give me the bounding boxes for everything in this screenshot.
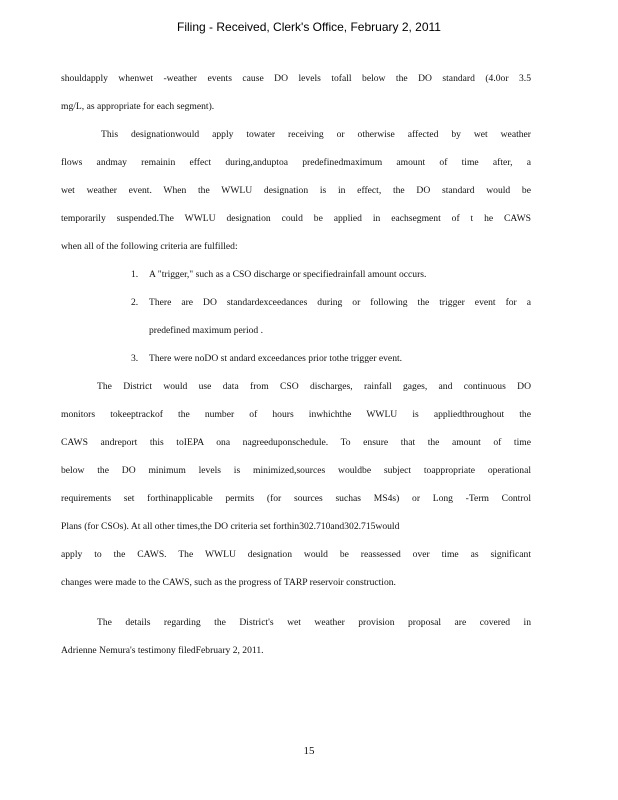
paragraph-line: when all of the following criteria are fulfilled: bbox=[61, 241, 238, 252]
list-item-text: There were noDO st andard exceedances prior tothe trigger event. bbox=[149, 353, 403, 364]
paragraph-line: shouldapply whenwet -weather events cause DO levels tofall below the DO standard (4.0or 3.5 bbox=[61, 73, 531, 84]
paragraph-line: temporarily suspended.The WWLU designation could be applied in eachsegment of t he CAWS bbox=[61, 213, 531, 224]
paragraph-3 bbox=[61, 377, 531, 601]
paragraph-line: below the DO minimum levels is minimized,sources wouldbe subject toappropriate operational bbox=[61, 465, 531, 476]
paragraph-line: The details regarding the District's wet weather provision proposal are covered in bbox=[97, 617, 531, 628]
list-item-continuation: predefined maximum period . bbox=[149, 325, 264, 336]
paragraph-line: wet weather event. When the WWLU designation is in effect, the DO standard would be bbox=[61, 185, 531, 196]
paragraph-line: This designationwould apply towater receiving or otherwise affected by wet weather bbox=[101, 129, 531, 140]
paragraph-line: Plans (for CSOs). At all other times,the DO criteria set forthin302.710and302.715would bbox=[61, 521, 400, 532]
paragraph-line: monitors tokeeptrackof the number of hours inwhichthe WWLU is appliedthroughout the bbox=[61, 409, 531, 420]
paragraph-4 bbox=[61, 613, 531, 669]
list-item-text: There are DO standardexceedances during or following the trigger event for a bbox=[149, 297, 531, 308]
paragraph-line: apply to the CAWS. The WWLU designation would be reassessed over time as significant bbox=[61, 549, 531, 560]
paragraph-line: requirements set forthinapplicable permits (for sources suchas MS4s) or Long -Term Control bbox=[61, 493, 531, 504]
paragraph-1 bbox=[61, 69, 531, 125]
filing-header: Filing - Received, Clerk's Office, February 2, 2011 bbox=[177, 20, 441, 34]
list-item-number: 1. bbox=[131, 269, 139, 280]
paragraph-line: The District would use data from CSO discharges, rainfall gages, and continuous DO bbox=[97, 381, 531, 392]
document-body bbox=[61, 69, 531, 669]
paragraph-line: Adrienne Nemura's testimony filedFebruary 2, 2011. bbox=[61, 645, 264, 656]
criteria-list bbox=[61, 265, 531, 377]
list-item bbox=[61, 349, 531, 377]
paragraph-line: changes were made to the CAWS, such as the progress of TARP reservoir construction. bbox=[61, 577, 396, 588]
list-item bbox=[61, 265, 531, 293]
list-item-number: 3. bbox=[131, 353, 139, 364]
paragraph-line: CAWS andreport this toIEPA ona nagreeduponschedule. To ensure that the amount of time bbox=[61, 437, 531, 448]
page-number: 15 bbox=[303, 745, 315, 757]
list-item-text: A "trigger," such as a CSO discharge or specifiedrainfall amount occurs. bbox=[149, 269, 427, 280]
list-item bbox=[61, 293, 531, 321]
paragraph-2 bbox=[61, 125, 531, 265]
paragraph-line: mg/L, as appropriate for each segment). bbox=[61, 101, 215, 112]
paragraph-line: flows andmay remainin effect during,anduptoa predefinedmaximum amount of time after, a bbox=[61, 157, 531, 168]
list-item-number: 2. bbox=[131, 297, 139, 308]
